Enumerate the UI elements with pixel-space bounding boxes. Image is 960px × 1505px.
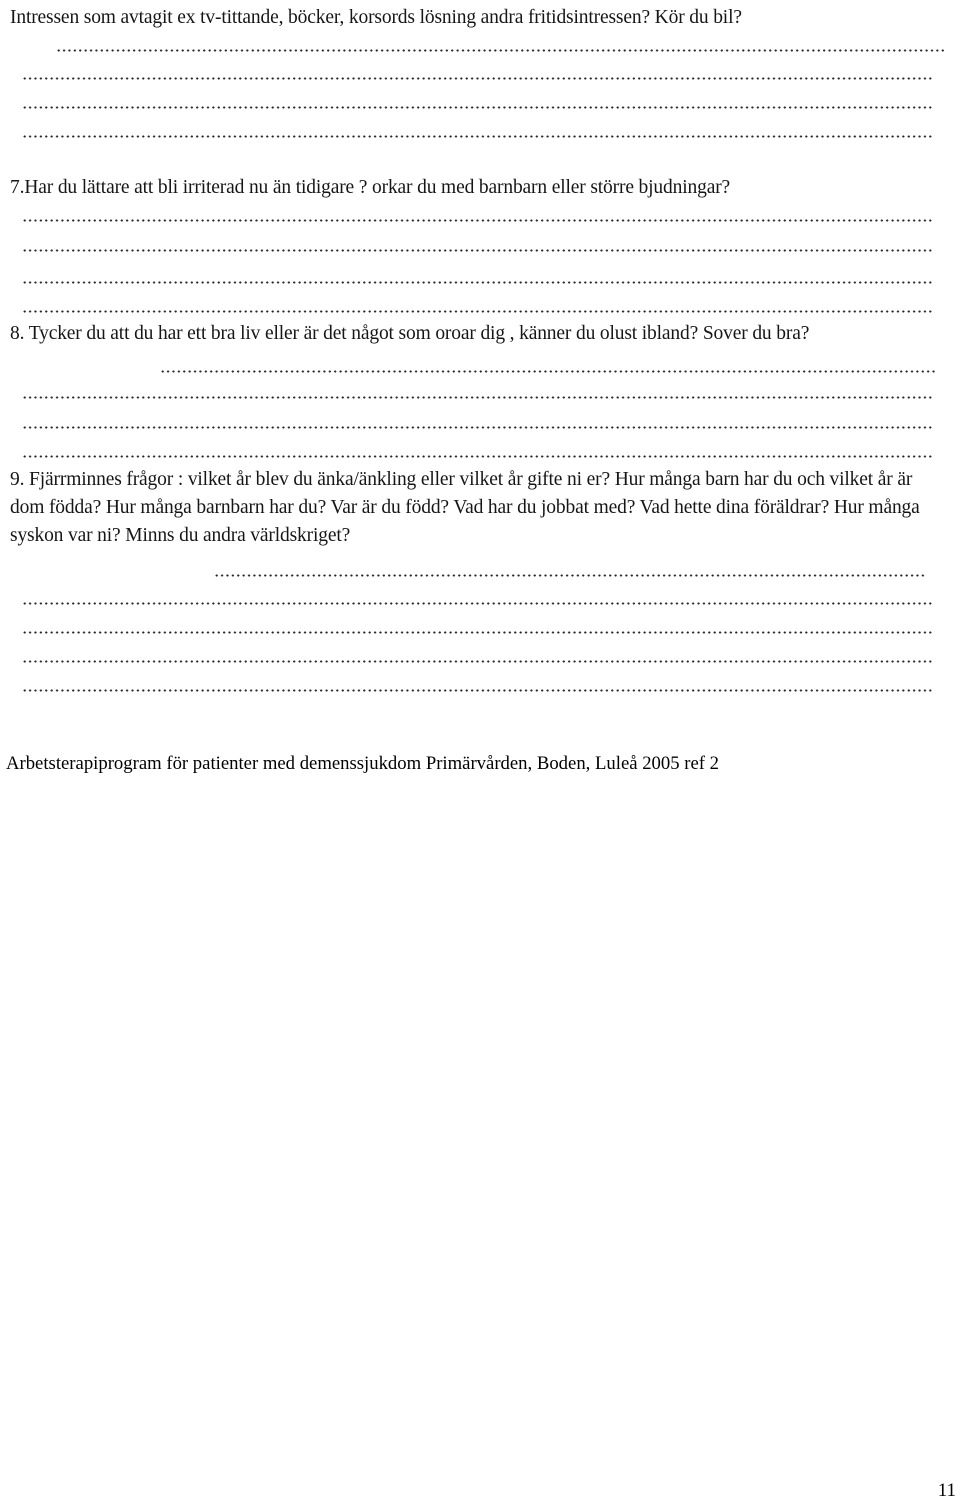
answer-line	[22, 455, 932, 458]
answer-line	[22, 602, 932, 605]
answer-line	[22, 689, 932, 692]
document-caption: Arbetsterapiprogram för patienter med demenssjukdom Primärvården, Boden, Luleå 2005 ref 2	[6, 753, 720, 774]
answer-line	[22, 249, 932, 252]
answer-line	[22, 660, 932, 663]
question-9-text: 9. Fjärrminnes frågor : vilket år blev du änka/änkling eller vilket år gifte ni er? Hur många barn har du och vilket år är dom födda? Hur många barnbarn har du? Var är du född? Vad har du jobbat med? Vad hette dina föräldrar? Hur många syskon var ni? Minns du andra världskriget?	[10, 469, 920, 546]
answer-line	[56, 49, 946, 52]
answer-line	[22, 281, 932, 284]
answer-line	[22, 396, 932, 399]
answer-line	[22, 426, 932, 429]
answer-line	[22, 106, 932, 109]
answer-line	[22, 310, 932, 313]
answer-line	[214, 574, 926, 577]
answer-line	[22, 77, 932, 80]
question-6-text: Intressen som avtagit ex tv-tittande, böcker, korsords lösning andra fritidsintressen? Kör du bil?	[10, 7, 742, 28]
answer-line	[22, 631, 932, 634]
answer-line	[22, 219, 932, 222]
answer-line	[160, 370, 936, 373]
answer-line	[22, 135, 932, 138]
page-number: 11	[937, 1480, 956, 1501]
scanned-form	[0, 0, 960, 720]
question-7-text: 7.Har du lättare att bli irriterad nu än tidigare ? orkar du med barnbarn eller större bjudningar?	[10, 177, 731, 198]
question-8-text: 8. Tycker du att du har ett bra liv eller är det något som oroar dig , känner du olust ibland? Sover du bra?	[10, 323, 810, 344]
